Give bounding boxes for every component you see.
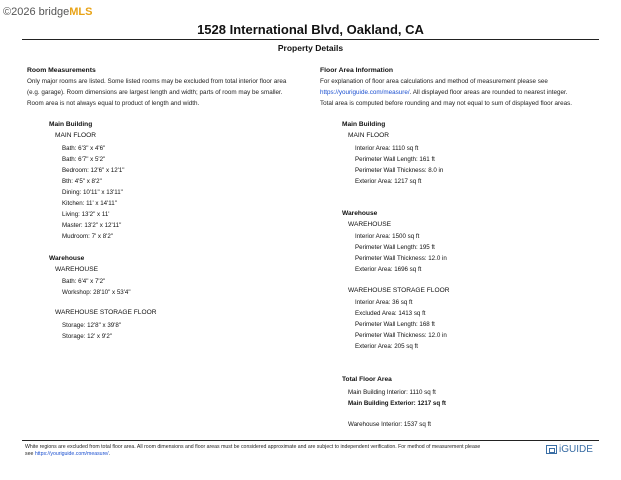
right-building-warehouse: Warehouse: [342, 210, 378, 217]
area-item: Interior Area: 1500 sq ft: [355, 233, 420, 240]
room-item: Mudroom: 7' x 8'2": [62, 233, 113, 240]
iguide-logo-text: iGUIDE: [559, 444, 593, 455]
right-floor-warehouse: WAREHOUSE: [348, 221, 391, 228]
floor-area-info-section: [320, 66, 605, 110]
room-measurements-heading: Room Measurements: [27, 67, 96, 74]
floor-area-intro-line: [320, 88, 605, 99]
footer-disclaimer: [25, 444, 525, 458]
watermark-brand: MLS: [69, 6, 93, 18]
area-item: Perimeter Wall Thickness: 8.0 in: [355, 167, 444, 174]
area-item: Perimeter Wall Length: 168 ft: [355, 321, 435, 328]
footer-prefix: see: [25, 451, 35, 457]
area-item: Exterior Area: 205 sq ft: [355, 343, 418, 350]
room-intro-line: Room area is not always equal to product of length and width.: [27, 99, 200, 107]
area-item: Interior Area: 36 sq ft: [355, 299, 413, 306]
area-item: Excluded Area: 1413 sq ft: [355, 310, 426, 317]
room-item: Bath: 6'4" x 7'2": [62, 278, 106, 285]
footer-divider: [22, 440, 599, 441]
floor-area-intro-line: Total area is computed before rounding and may not equal to sum of displayed floor areas.: [320, 99, 573, 107]
iguide-logo: [546, 444, 593, 455]
footer-line: White regions are excluded from total floor area. All room dimensions and floor areas must be considered approximate and are subject to independent verification. For method of measurement please: [25, 444, 481, 450]
area-item: Perimeter Wall Length: 161 ft: [355, 156, 435, 163]
total-floor-area-heading: Total Floor Area: [342, 376, 392, 383]
right-floor-main: MAIN FLOOR: [348, 132, 390, 139]
bridgemls-watermark: [3, 6, 92, 18]
room-item: Workshop: 28'10" x 53'4": [62, 289, 131, 296]
room-item: Storage: 12' x 9'2": [62, 333, 112, 340]
right-building-main: Main Building: [342, 121, 386, 128]
room-item: Kitchen: 11' x 14'11": [62, 200, 117, 207]
area-item: Perimeter Wall Length: 195 ft: [355, 244, 435, 251]
footer-suffix: .: [108, 451, 111, 457]
header-divider: [22, 39, 599, 40]
measure-link[interactable]: https://youriguide.com/measure/: [320, 88, 410, 96]
room-intro-line: (e.g. garage). Room dimensions are largest length and width; parts of room may be smaller.: [27, 88, 283, 96]
room-item: Bth: 4'5" x 8'2": [62, 178, 102, 185]
page-subtitle: Property Details: [277, 43, 344, 53]
total-warehouse-interior: Warehouse Interior: 1537 sq ft: [348, 421, 432, 428]
footer-measure-link[interactable]: https://youriguide.com/measure/: [34, 451, 109, 457]
room-item: Bath: 6'3" x 4'6": [62, 145, 106, 152]
area-item: Perimeter Wall Thickness: 12.0 in: [355, 332, 447, 339]
room-item: Bedroom: 12'6" x 12'1": [62, 167, 125, 174]
room-item: Dining: 10'11" x 13'11": [62, 189, 123, 196]
left-building-warehouse: Warehouse: [49, 255, 85, 262]
room-item: Bath: 6'7" x 5'2": [62, 156, 106, 163]
total-main-interior: Main Building Interior: 1110 sq ft: [348, 389, 436, 396]
room-intro-line: Only major rooms are listed. Some listed rooms may be excluded from total interior floor area: [27, 77, 287, 85]
area-item: Exterior Area: 1217 sq ft: [355, 178, 422, 185]
floor-area-info-heading: Floor Area Information: [320, 67, 394, 74]
right-floor-storage: WAREHOUSE STORAGE FLOOR: [348, 287, 450, 294]
left-floor-warehouse: WAREHOUSE: [55, 266, 98, 273]
left-floor-main: MAIN FLOOR: [55, 132, 97, 139]
watermark-prefix: ©2026 bridge: [3, 6, 70, 18]
page-title: 1528 International Blvd, Oakland, CA: [197, 22, 424, 37]
room-item: Master: 13'2" x 12'11": [62, 222, 122, 229]
left-building-main: Main Building: [49, 121, 93, 128]
area-item: Interior Area: 1110 sq ft: [355, 145, 419, 152]
room-measurements-section: [27, 66, 317, 110]
area-item: Exterior Area: 1696 sq ft: [355, 266, 422, 273]
area-item: Perimeter Wall Thickness: 12.0 in: [355, 255, 447, 262]
room-item: Living: 13'2" x 11': [62, 211, 110, 218]
total-main-exterior: Main Building Exterior: 1217 sq ft: [348, 400, 446, 407]
room-item: Storage: 12'8" x 39'8": [62, 322, 122, 329]
floor-area-intro-line: For explanation of floor area calculations and method of measurement please see: [320, 77, 548, 85]
footer-line: [25, 451, 525, 458]
floor-area-intro-text: . All displayed floor areas are rounded to nearest integer.: [409, 88, 568, 96]
iguide-logo-icon: [546, 445, 557, 454]
left-floor-storage: WAREHOUSE STORAGE FLOOR: [55, 309, 157, 316]
